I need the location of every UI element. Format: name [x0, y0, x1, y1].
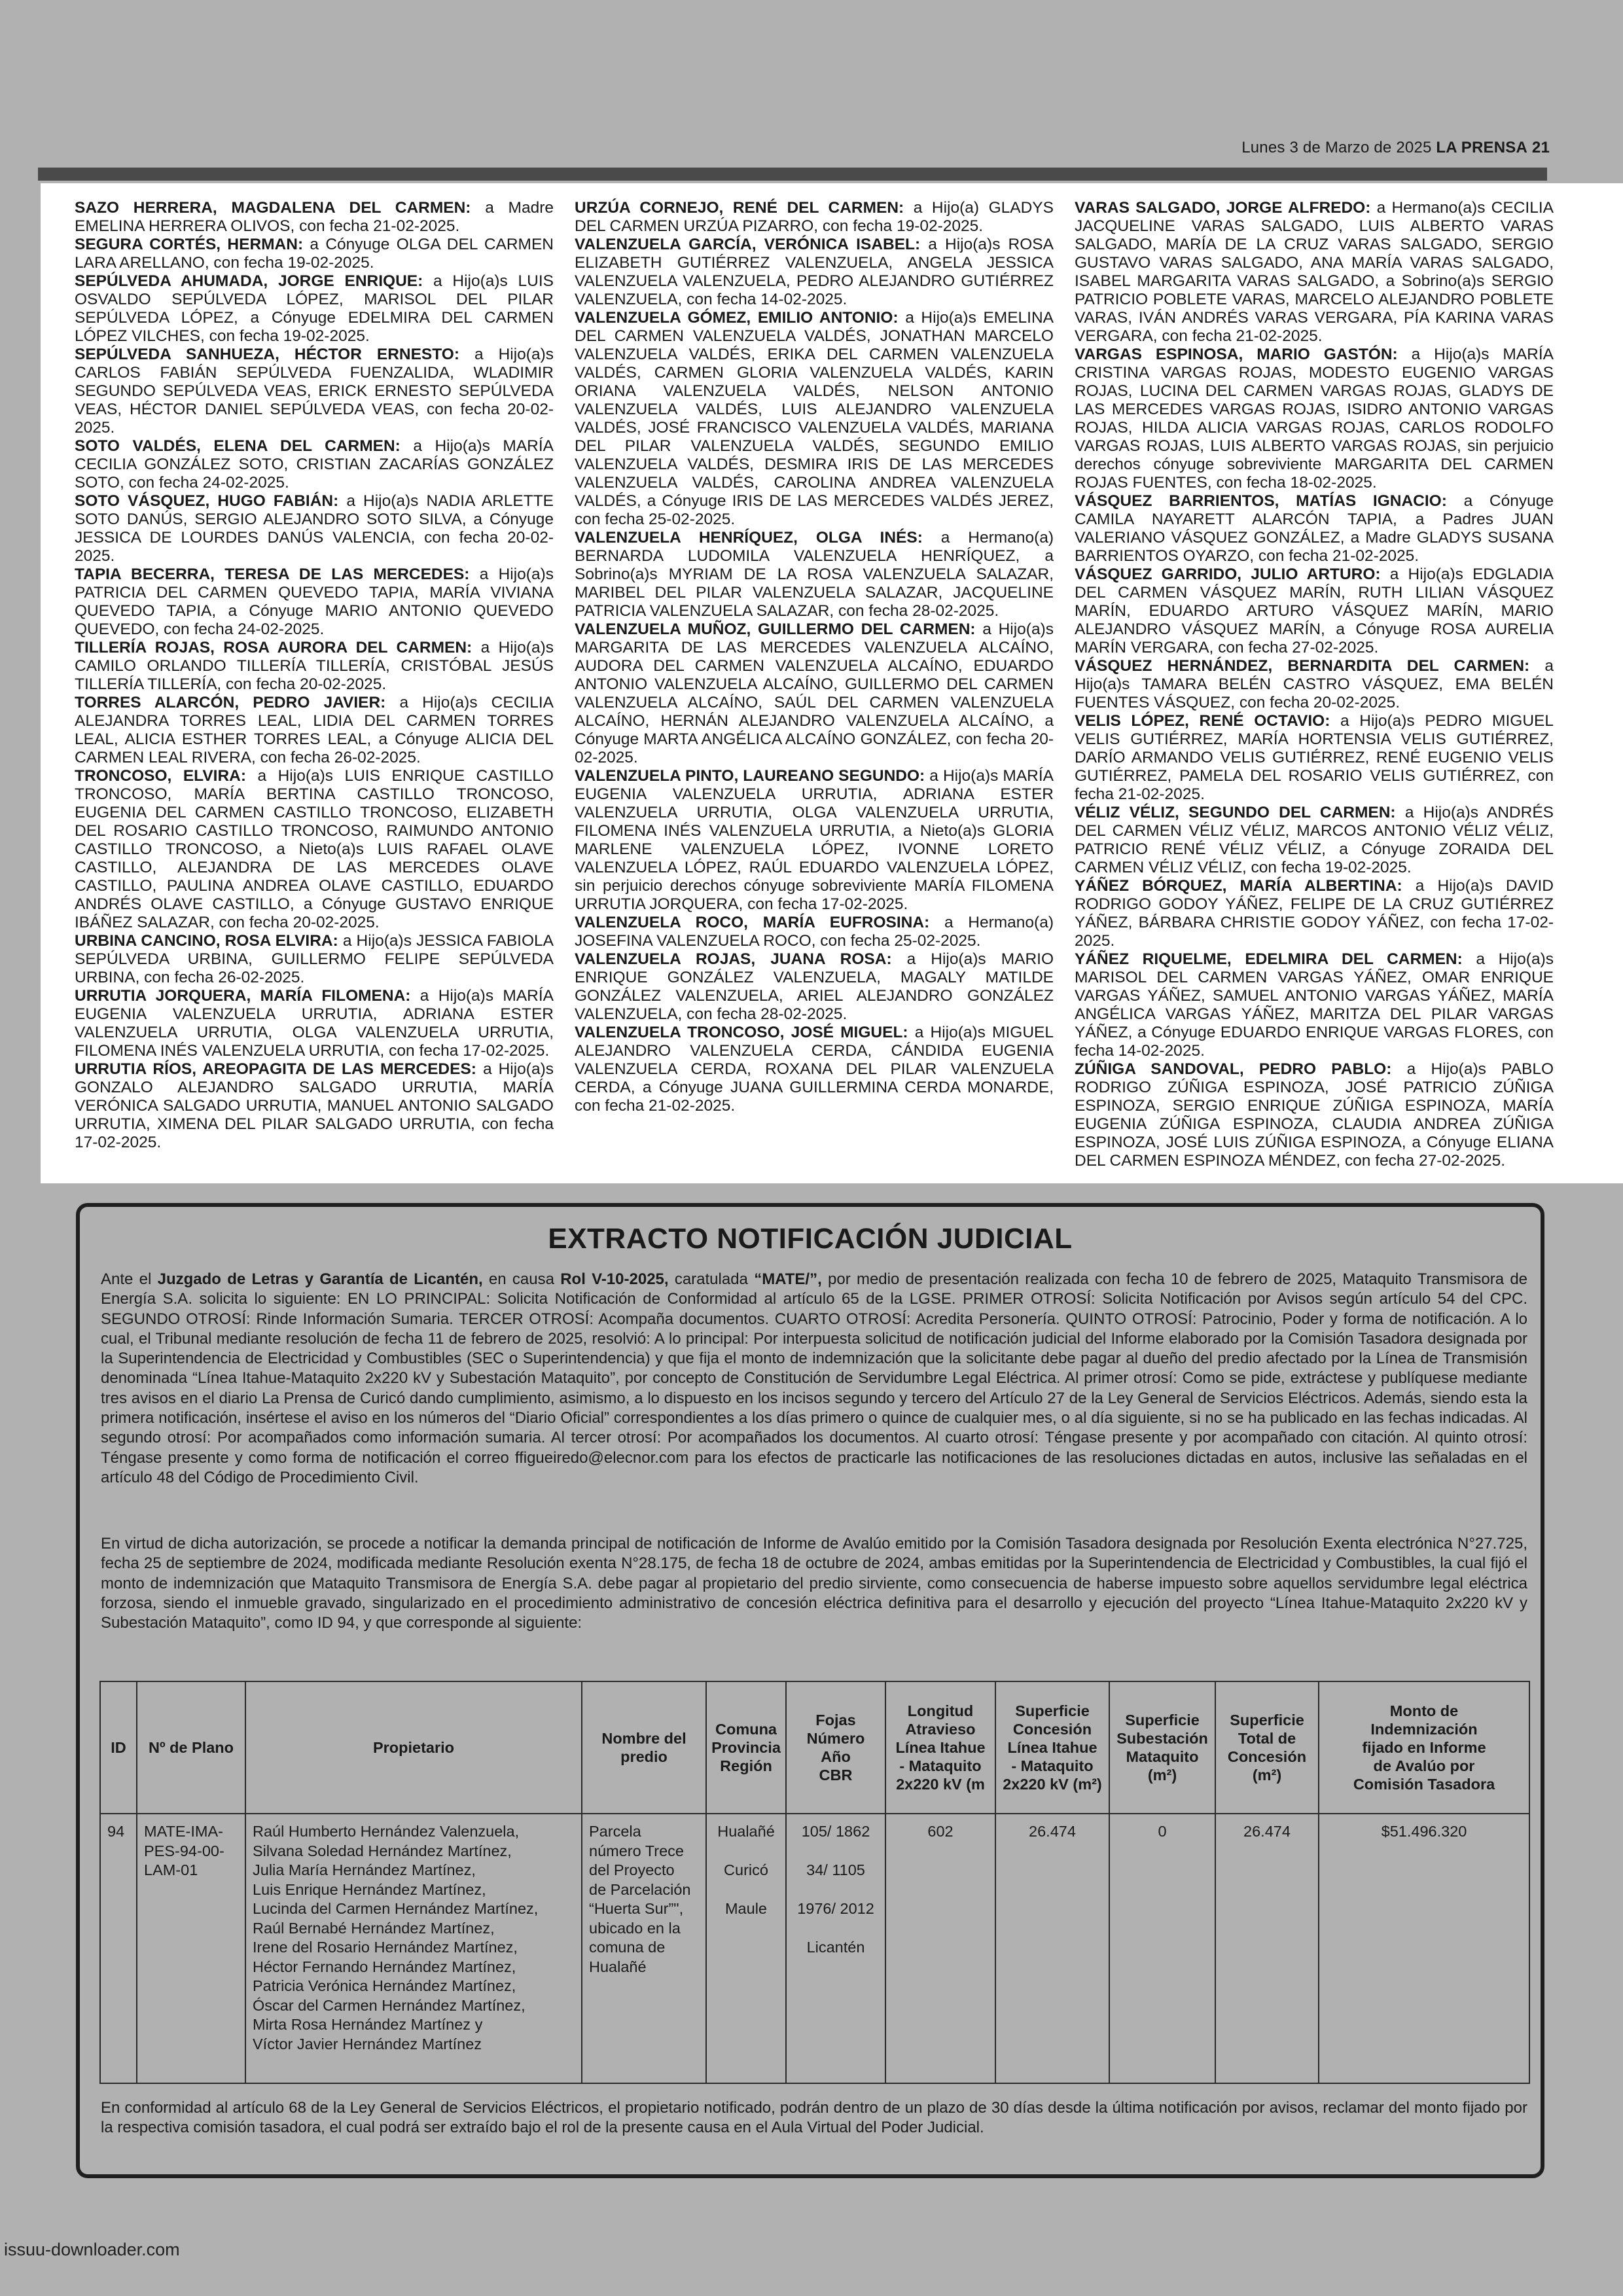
cell-line: Concesión — [1012, 1721, 1092, 1738]
notice-entry — [575, 1024, 1054, 1115]
deceased-name: VARAS SALGADO, JORGE ALFREDO: — [1075, 199, 1371, 217]
cell-line: 1976/ 2012 — [797, 1900, 874, 1917]
heirs-text: a Hijo(a)s MIGUEL ALEJANDRO VALENZUELA CERDA, CÁNDIDA EUGENIA VALENZUELA CERDA, ROXANA DEL PILAR VALENZUELA CERDA, a Cónyuge JUANA GUILLERMINA CERDA MONARDE, con fecha 21-02-2025. — [575, 1024, 1054, 1115]
cell-line: Luis Enrique Hernández Martínez, — [253, 1880, 486, 1898]
judicial-notice-box — [76, 1203, 1544, 2178]
deceased-name: SEGURA CORTÉS, HERMAN: — [75, 236, 304, 253]
heirs-text: a Hijo(a)s ROSA ELIZABETH GUTIÉRREZ VALENZUELA, ANGELA JESSICA VALENZUELA VALENZUELA, PEDRO ALEJANDRO GUTIÉRREZ VALENZUELA, con fecha 14-02-2025. — [575, 236, 1054, 308]
cell-line: (m²) — [1252, 1767, 1282, 1784]
notice-entry — [75, 1060, 554, 1152]
cell-longitud: 602 — [885, 1814, 995, 2083]
heirs-text: a Hijo(a)s ANDRÉS DEL CARMEN VÉLIZ VÉLIZ, MARCOS ANTONIO VÉLIZ VÉLIZ, PATRICIO RENÉ VÉLIZ VÉLIZ, a Cónyuge ZORAIDA DEL CARMEN VÉLIZ VÉLIZ, con fecha 19-02-2025. — [1075, 804, 1554, 876]
notice-entry — [75, 932, 554, 987]
heirs-text: a Hijo(a)s MARISOL DEL CARMEN VARGAS YÁÑEZ, OMAR ENRIQUE VARGAS YÁÑEZ, SAMUEL ANTONIO VARGAS YÁÑEZ, MARÍA ANGÉLICA VARGAS YÁÑEZ, MARITZA DEL PILAR VARGAS YÁÑEZ, a Cónyuge EDUARDO ENRIQUE VARGAS FLORES, con fecha 14-02-2025. — [1075, 950, 1554, 1060]
cell-plano — [137, 1814, 245, 2083]
notice-entry — [75, 272, 554, 346]
deceased-name: SAZO HERRERA, MAGDALENA DEL CARMEN: — [75, 199, 471, 217]
page-header — [1241, 139, 1550, 157]
deceased-name: VÉLIZ VÉLIZ, SEGUNDO DEL CARMEN: — [1075, 804, 1396, 821]
cell-line: MATE-IMA- — [144, 1823, 223, 1840]
cell-line: ubicado en la — [589, 1919, 681, 1937]
cell-line: Indemnización — [1370, 1721, 1478, 1738]
deceased-name: URBINA CANCINO, ROSA ELVIRA: — [75, 932, 338, 950]
heirs-text: a Hijo(a)s PABLO RODRIGO ZÚÑIGA ESPINOZA, JOSÉ PATRICIO ZÚÑIGA ESPINOZA, SERGIO ENRIQUE ZÚÑIGA ESPINOZA, MARÍA EUGENIA ZÚÑIGA ESPINOZA, CLAUDIA ANDREA ZÚÑIGA ESPINOZA, JOSÉ LUIS ZÚÑIGA ESPINOZA, a Cónyuge ELIANA DEL CARMEN ESPINOZA MÉNDEZ, con fecha 27-02-2025. — [1075, 1060, 1554, 1170]
heirs-text: a Madre EMELINA HERRERA OLIVOS, con fecha 21-02-2025. — [75, 199, 554, 235]
deceased-name: SEPÚLVEDA AHUMADA, JORGE ENRIQUE: — [75, 272, 423, 290]
deceased-name: URRUTIA RÍOS, AREOPAGITA DE LAS MERCEDES: — [75, 1060, 476, 1078]
deceased-name: YÁÑEZ RIQUELME, EDELMIRA DEL CARMEN: — [1075, 950, 1463, 968]
heirs-text: a Hijo(a)s PATRICIA DEL CARMEN QUEVEDO TAPIA, MARÍA VIVIANA QUEVEDO TAPIA, a Cónyuge MARIO ANTONIO QUEVEDO QUEVEDO, con fecha 24-02-2025. — [75, 565, 554, 638]
notice-entry — [75, 987, 554, 1060]
header-longitud — [885, 1681, 995, 1814]
header-date: Lunes 3 de Marzo de 2025 — [1241, 139, 1432, 156]
cell-propietarios — [245, 1814, 582, 2083]
page-number: 21 — [1531, 139, 1550, 156]
cell-line: Licantén — [806, 1939, 865, 1956]
cell-line: Lucinda del Carmen Hernández Martínez, — [253, 1900, 539, 1917]
heirs-text: a Cónyuge CAMILA NAYARETT ALARCÓN TAPIA, a Padres JUAN VALERIANO VÁSQUEZ GONZÁLEZ, a Madre GLADYS SUSANA BARRIENTOS OYARZO, con fecha 21-02-2025. — [1075, 492, 1554, 565]
cell-line: de Avalúo por — [1373, 1757, 1475, 1774]
cell-line: Subestación — [1116, 1730, 1208, 1747]
notice-entry — [575, 767, 1054, 914]
notice-entry — [1075, 199, 1554, 346]
cell-line: Maule — [724, 1900, 767, 1917]
heirs-text: a Hijo(a)s EMELINA DEL CARMEN VALENZUELA VALDÉS, JONATHAN MARCELO VALENZUELA VALDÉS, ERIKA DEL CARMEN VALENZUELA VALDÉS, CARMEN GLORIA VALENZUELA VALDÉS, KARIN ORIANA VALENZUELA VALDÉS, NELSON ANTONIO VALENZUELA VALDÉS, LUIS ALEJANDRO VALENZUELA VALDÉS, JOSÉ FRANCISCO VALENZUELA VALDÉS, MARIANA DEL PILAR VALENZUELA VALDÉS, SEGUNDO EMILIO VALENZUELA VALDÉS, DESMIRA IRIS DE LAS MERCEDES VALENZUELA VALDÉS, CAROLINA ANDREA VALENZUELA VALDÉS, a Cónyuge IRIS DE LAS MERCEDES VALDÉS JEREZ, con fecha 25-02-2025. — [575, 309, 1054, 528]
judicial-notice-title: EXTRACTO NOTIFICACIÓN JUDICIAL — [548, 1223, 1073, 1255]
heirs-text: a Hijo(a)s MARGARITA DE LAS MERCEDES VALENZUELA ALCAÍNO, AUDORA DEL CARMEN VALENZUELA ALCAÍNO, EDUARDO ANTONIO VALENZUELA ALCAÍNO, GUILLERMO DEL CARMEN VALENZUELA ALCAÍNO, SAÚL DEL CARMEN VALENZUELA ALCAÍNO, HERNÁN ALEJANDRO VALENZUELA ALCAÍNO, a Cónyuge MARTA ANGÉLICA ALCAÍNO GONZÁLEZ, con fecha 20-02-2025. — [575, 620, 1054, 766]
deceased-name: VALENZUELA GARCÍA, VERÓNICA ISABEL: — [575, 236, 921, 253]
cell-line: Superficie — [1015, 1702, 1090, 1719]
header-id: ID — [100, 1681, 137, 1814]
notice-entry — [75, 565, 554, 639]
notice-entry — [1075, 804, 1554, 877]
cell-line: Año — [821, 1748, 851, 1765]
cell-line: Fojas — [815, 1712, 856, 1729]
p1-case-caption: “MATE/”, — [754, 1270, 822, 1288]
cell-line: Comisión Tasadora — [1353, 1776, 1495, 1793]
deceased-name: URZÚA CORNEJO, RENÉ DEL CARMEN: — [575, 199, 904, 217]
deceased-name: YÁÑEZ BÓRQUEZ, MARÍA ALBERTINA: — [1075, 877, 1402, 895]
deceased-name: VELIS LÓPEZ, RENÉ OCTAVIO: — [1075, 712, 1330, 730]
cell-line: comuna de — [589, 1939, 666, 1956]
cell-line: predio — [620, 1748, 668, 1765]
heirs-text: a Hijo(a)s NADIA ARLETTE SOTO DANÚS, SERGIO ALEJANDRO SOTO SILVA, a Cónyuge JESSICA DE LOURDES DANÚS VALENCIA, con fecha 20-02-2025. — [75, 492, 554, 565]
notice-entry — [1075, 877, 1554, 950]
deceased-name: VÁSQUEZ GARRIDO, JULIO ARTURO: — [1075, 565, 1381, 583]
cell-line: PES-94-00- — [144, 1842, 224, 1859]
notice-entry — [1075, 492, 1554, 565]
cell-line: (m²) — [1147, 1767, 1177, 1784]
notice-entry — [75, 346, 554, 437]
publication-name: LA PRENSA — [1436, 139, 1528, 156]
notice-entry — [1075, 565, 1554, 657]
notice-entry — [575, 620, 1054, 767]
cell-line: Línea Itahue — [895, 1739, 986, 1756]
deceased-name: SOTO VALDÉS, ELENA DEL CARMEN: — [75, 437, 401, 455]
deceased-name: VALENZUELA ROCO, MARÍA EUFROSINA: — [575, 914, 930, 931]
cell-line: Irene del Rosario Hernández Martínez, — [253, 1939, 518, 1956]
heirs-text: a Hijo(a)s TAMARA BELÉN CASTRO VÁSQUEZ, EMA BELÉN FUENTES VÁSQUEZ, con fecha 20-02-2025. — [1075, 657, 1554, 711]
heirs-text: a Hijo(a)s LUIS ENRIQUE CASTILLO TRONCOSO, MARÍA BERTINA CASTILLO TRONCOSO, EUGENIA DEL CARMEN CASTILLO TRONCOSO, ELIZABETH DEL ROSARIO CASTILLO TRONCOSO, RAIMUNDO ANTONIO CASTILLO TRONCOSO, a Nieto(a)s LUIS RAFAEL OLAVE CASTILLO, ALEJANDRA DE LAS MERCEDES OLAVE CASTILLO, PAULINA ANDREA OLAVE CASTILLO, EDUARDO ANDRÉS OLAVE CASTILLO, a Cónyuge GUSTAVO ENRIQUE IBÁÑEZ SALAZAR, con fecha 20-02-2025. — [75, 767, 554, 931]
cell-line: Julia María Hernández Martínez, — [253, 1861, 476, 1878]
cell-superficie-total: 26.474 — [1215, 1814, 1319, 2083]
header-rule — [38, 168, 1547, 181]
judicial-paragraph-1 — [101, 1270, 1527, 1488]
watermark-text: issuu-downloader.com — [4, 2240, 180, 2259]
notice-entry — [575, 236, 1054, 309]
heirs-text: a Cónyuge OLGA DEL CARMEN LARA ARELLANO, con fecha 19-02-2025. — [75, 236, 554, 272]
cell-line: 2x220 kV (m²) — [1003, 1776, 1102, 1793]
notice-entry — [575, 529, 1054, 620]
cell-line: Raúl Bernabé Hernández Martínez, — [253, 1919, 495, 1937]
notice-entry — [1075, 950, 1554, 1060]
p1-text-2: en causa — [482, 1270, 561, 1288]
deceased-name: VALENZUELA ROJAS, JUANA ROSA: — [575, 950, 892, 968]
notice-entry — [75, 236, 554, 272]
cell-line: Atravieso — [905, 1721, 976, 1738]
cell-line: Raúl Humberto Hernández Valenzuela, — [253, 1823, 520, 1840]
header-monto — [1319, 1681, 1529, 1814]
deceased-name: VÁSQUEZ HERNÁNDEZ, BERNARDITA DEL CARMEN: — [1075, 657, 1530, 675]
heirs-text: a Hijo(a)s CECILIA ALEJANDRA TORRES LEAL, LIDIA DEL CARMEN TORRES LEAL, ALICIA ESTHER TORRES LEAL, a Cónyuge ALICIA DEL CARMEN LEAL RIVERA, con fecha 26-02-2025. — [75, 694, 554, 766]
header-comuna — [706, 1681, 786, 1814]
notice-entry — [1075, 712, 1554, 804]
deceased-name: SOTO VÁSQUEZ, HUGO FABIÁN: — [75, 492, 339, 510]
notice-entry — [575, 199, 1054, 236]
p1-text-1: Ante el — [101, 1270, 158, 1288]
heirs-text: a Hijo(a)s MARIO ENRIQUE GONZÁLEZ VALENZUELA, MAGALY MATILDE GONZÁLEZ VALENZUELA, ARIEL ALEJANDRO GONZÁLEZ VALENZUELA, con fecha 28-02-2025. — [575, 950, 1054, 1023]
notice-column-1 — [75, 199, 554, 1152]
deceased-name: SEPÚLVEDA SANHUEZA, HÉCTOR ERNESTO: — [75, 346, 460, 363]
heirs-text: a Hijo(a)s MARÍA CRISTINA VARGAS ROJAS, MODESTO EUGENIO VARGAS ROJAS, LUCINA DEL CARMEN VARGAS ROJAS, GLADYS DE LAS MERCEDES VARGAS ROJAS, ISIDRO ANTONIO VARGAS ROJAS, HILDA ALICIA VARGAS ROJAS, CARLOS RODOLFO VARGAS ROJAS, LUIS ALBERTO VARGAS ROJAS, sin perjuicio derechos cónyuge sobreviviente MARGARITA DEL CARMEN ROJAS FUENTES, con fecha 18-02-2025. — [1075, 346, 1554, 492]
cell-line: Longitud — [907, 1702, 974, 1719]
header-plano: Nº de Plano — [137, 1681, 245, 1814]
deceased-name: VALENZUELA PINTO, LAUREANO SEGUNDO: — [575, 767, 925, 785]
notice-entry — [575, 950, 1054, 1024]
notice-entry — [75, 437, 554, 492]
cell-line: Mataquito — [1126, 1748, 1199, 1765]
deceased-name: URRUTIA JORQUERA, MARÍA FILOMENA: — [75, 987, 411, 1005]
deceased-name: VARGAS ESPINOSA, MARIO GASTÓN: — [1075, 346, 1398, 363]
heirs-text: a Hijo(a)s LUIS OSVALDO SEPÚLVEDA LÓPEZ, MARISOL DEL PILAR SEPÚLVEDA LÓPEZ, a Cónyuge EDELMIRA DEL CARMEN LÓPEZ VILCHES, con fecha 19-02-2025. — [75, 272, 554, 345]
deceased-name: TRONCOSO, ELVIRA: — [75, 767, 247, 785]
cell-line: Silvana Soledad Hernández Martínez, — [253, 1842, 512, 1859]
cell-line: Provincia — [711, 1739, 781, 1756]
cell-line: 34/ 1105 — [806, 1861, 865, 1878]
deceased-name: VALENZUELA TRONCOSO, JOSÉ MIGUEL: — [575, 1024, 908, 1041]
cell-line: Víctor Javier Hernández Martínez — [253, 2035, 482, 2053]
heirs-text: a Hijo(a) GLADYS DEL CARMEN URZÚA PIZARRO, con fecha 19-02-2025. — [575, 199, 1054, 235]
notice-column-2 — [575, 199, 1054, 1115]
heirs-text: a Hijo(a)s JESSICA FABIOLA SEPÚLVEDA URBINA, GUILLERMO FELIPE SEPÚLVEDA URBINA, con fecha 26-02-2025. — [75, 932, 554, 986]
heirs-text: a Hijo(a)s DAVID RODRIGO GODOY YÁÑEZ, FELIPE DE LA CRUZ GUTIÉRREZ YÁÑEZ, BÁRBARA CHRISTIE GODOY YÁÑEZ, con fecha 17-02-2025. — [1075, 877, 1554, 950]
heirs-text: a Hijo(a)s CAMILO ORLANDO TILLERÍA TILLERÍA, CRISTÓBAL JESÚS TILLERÍA TILLERÍA, con fecha 20-02-2025. — [75, 639, 554, 693]
notice-entry — [1075, 1060, 1554, 1170]
notice-column-3 — [1075, 199, 1554, 1170]
cell-line: Concesión — [1227, 1748, 1307, 1765]
heirs-text: a Hermano(a) JOSEFINA VALENZUELA ROCO, con fecha 25-02-2025. — [575, 914, 1054, 950]
cell-line: Monto de — [1389, 1702, 1459, 1719]
header-superficie-linea — [995, 1681, 1109, 1814]
deceased-name: ZÚÑIGA SANDOVAL, PEDRO PABLO: — [1075, 1060, 1392, 1078]
cell-line: Hualañé — [717, 1823, 775, 1840]
deceased-name: TORRES ALARCÓN, PEDRO JAVIER: — [75, 694, 386, 711]
notice-entry — [1075, 346, 1554, 492]
cell-superficie-subestacion: 0 — [1109, 1814, 1215, 2083]
cell-line: Hualañé — [589, 1958, 647, 1975]
deceased-name: VALENZUELA GÓMEZ, EMILIO ANTONIO: — [575, 309, 899, 327]
cell-line: del Proyecto — [589, 1861, 675, 1878]
cell-line: - Mataquito — [1011, 1757, 1094, 1774]
heirs-text: a Hijo(a)s MARÍA EUGENIA VALENZUELA URRUTIA, ADRIANA ESTER VALENZUELA URRUTIA, OLGA VALENZUELA URRUTIA, FILOMENA INÉS VALENZUELA URRUTIA, a Nieto(a)s GLORIA MARLENE VALENZUELA LÓPEZ, IVONNE LORETO VALENZUELA LÓPEZ, RAÚL EDUARDO VALENZUELA LÓPEZ, sin perjuicio derechos cónyuge sobreviviente MARÍA FILOMENA URRUTIA JORQUERA, con fecha 17-02-2025. — [575, 767, 1054, 913]
heirs-text: a Hijo(a)s CARLOS FABIÁN SEPÚLVEDA FUENZALIDA, WLADIMIR SEGUNDO SEPÚLVEDA VEAS, ERICK ERNESTO SEPÚLVEDA VEAS, HÉCTOR DANIEL SEPÚLVEDA VEAS, con fecha 20-02-2025. — [75, 346, 554, 437]
heirs-text: a Hijo(a)s EDGLADIA DEL CARMEN VÁSQUEZ MARÍN, RUTH LILIAN VÁSQUEZ MARÍN, EDUARDO ARTURO VÁSQUEZ MARÍN, MARIO ALEJANDRO VÁSQUEZ MARÍN, a Cónyuge ROSA AURELIA MARÍN VERGARA, con fecha 27-02-2025. — [1075, 565, 1554, 656]
header-superficie-subestacion — [1109, 1681, 1215, 1814]
notice-entry — [75, 694, 554, 767]
cell-line: fijado en Informe — [1362, 1739, 1486, 1756]
header-superficie-total — [1215, 1681, 1319, 1814]
deceased-name: VÁSQUEZ BARRIENTOS, MATÍAS IGNACIO: — [1075, 492, 1447, 510]
p1-text-4: por medio de presentación realizada con fecha 10 de febrero de 2025, Mataquito Transmisora de Energía S.A. solicita lo siguiente: EN LO PRINCIPAL: Solicita Notificación de Conformidad al artículo 65 de la LGSE. PRIMER OTROSÍ: Solicita Notificación por Avisos según artículo 54 del CPC. SEGUNDO OTROSÍ: Rinde Información Sumaria. TERCER OTROSÍ: Acompaña documentos. CUARTO OTROSÍ: Acredita Personería. QUINTO OTROSÍ: Patrocinio, Poder y forma de notificación. A lo cual, el Tribunal mediante resolución de fecha 11 de febrero de 2025, resolvió: A lo principal: Por interpuesta solicitud de notificación judicial del Informe elaborado por la Comisión Tasadora designada por la Superintendencia de Electricidad y Combustibles (SEC o Superintendencia) y que fija el monto de indemnización que la solicitante debe pagar al dueño del predio afectado por la Línea de Transmisión denominada “Línea Itahue-Mataquito 2x220 kV y Subestación Mataquito”, por concepto de Constitución de Servidumbre Legal Eléctrica. Al primer otrosí: Como se pide, extráctese y publíquese mediante tres avisos en el diario La Prensa de Curicó dando cumplimiento, asimismo, a lo dispuesto en los incisos segundo y tercero del Artículo 27 de la Ley General de Servicios Eléctricos. Además, siendo esta la primera notificación, insértese el aviso en los números del “Diario Oficial” correspondientes a los días primero o quince de cualquier mes, o al día siguiente, si no se ha publicado en las fechas indicadas. Al segundo otrosí: Por acompañados como información sumaria. Al tercer otrosí: Por acompañados los documentos. Al cuarto otrosí: Téngase presente y por acompañado con citación. Al quinto otrosí: Téngase presente y como forma de notificación el correo ffigueiredo@elecnor.com para los efectos de practicarle las notificaciones de las resoluciones dictadas en autos, inclusive las señaladas en el artículo 48 del Código de Procedimiento Civil. — [101, 1270, 1528, 1486]
cell-line: Total de — [1238, 1730, 1296, 1747]
cell-line: Nombre del — [601, 1730, 687, 1747]
table-row — [100, 1814, 1529, 2083]
deceased-name: TAPIA BECERRA, TERESA DE LAS MERCEDES: — [75, 565, 470, 583]
cell-line: Curicó — [724, 1861, 768, 1878]
notice-entry — [75, 492, 554, 565]
notice-entry — [575, 914, 1054, 950]
heirs-text: a Hermano(a) BERNARDA LUDOMILA VALENZUELA HENRÍQUEZ, a Sobrino(a)s MYRIAM DE LA ROSA VALENZUELA SALAZAR, MARIBEL DEL PILAR VALENZUELA SALAZAR, JACQUELINE PATRICIA VALENZUELA SALAZAR, con fecha 28-02-2025. — [575, 529, 1054, 620]
deceased-name: VALENZUELA HENRÍQUEZ, OLGA INÉS: — [575, 529, 923, 547]
cell-line: de Parcelación — [589, 1880, 691, 1898]
cell-line: Mirta Rosa Hernández Martínez y — [253, 2016, 483, 2033]
cell-line: - Mataquito — [899, 1757, 982, 1774]
cell-line: número Trece — [589, 1842, 684, 1859]
deceased-name: TILLERÍA ROJAS, ROSA AURORA DEL CARMEN: — [75, 639, 473, 656]
cell-comuna — [706, 1814, 786, 2083]
cell-line: Héctor Fernando Hernández Martínez, — [253, 1958, 516, 1975]
deceased-name: VALENZUELA MUÑOZ, GUILLERMO DEL CARMEN: — [575, 620, 976, 638]
heirs-text: a Hermano(a)s CECILIA JACQUELINE VARAS SALGADO, LUIS ALBERTO VARAS SALGADO, MARÍA DE LA CRUZ VARAS SALGADO, SERGIO GUSTAVO VARAS SALGADO, ANA MARÍA VARAS SALGADO, ISABEL MARGARITA VARAS SALGADO, a Sobrino(a)s SERGIO PATRICIO POBLETE VARAS, MARCELO ALEJANDRO POBLETE VARAS, IVÁN ANDRÉS VARAS VERGARA, PÍA KARINA VARAS VERGARA, con fecha 21-02-2025. — [1075, 199, 1554, 345]
cell-line: Patricia Verónica Hernández Martínez, — [253, 1977, 516, 1994]
cell-line: 2x220 kV (m — [896, 1776, 985, 1793]
heirs-text: a Hijo(a)s MARÍA CECILIA GONZÁLEZ SOTO, CRISTIAN ZACARÍAS GONZÁLEZ SOTO, con fecha 24-02-2025. — [75, 437, 554, 492]
heirs-text: a Hijo(a)s GONZALO ALEJANDRO SALGADO URRUTIA, MARÍA VERÓNICA SALGADO URRUTIA, MANUEL ANTONIO SALGADO URRUTIA, XIMENA DEL PILAR SALGADO URRUTIA, con fecha 17-02-2025. — [75, 1060, 554, 1151]
cell-superficie-linea: 26.474 — [995, 1814, 1109, 2083]
cell-line: Superficie — [1125, 1712, 1200, 1729]
cell-line: 105/ 1862 — [801, 1823, 870, 1840]
cell-line: LAM-01 — [144, 1861, 198, 1878]
p1-text-3: caratulada — [668, 1270, 755, 1288]
heirs-text: a Hijo(a)s MARÍA EUGENIA VALENZUELA URRUTIA, ADRIANA ESTER VALENZUELA URRUTIA, OLGA VALENZUELA URRUTIA, FILOMENA INÉS VALENZUELA URRUTIA, con fecha 17-02-2025. — [75, 987, 554, 1060]
header-propietario: Propietario — [245, 1681, 582, 1814]
cell-fojas — [786, 1814, 885, 2083]
notice-entry — [75, 199, 554, 236]
cell-line: Superficie — [1230, 1712, 1304, 1729]
notice-entry — [75, 767, 554, 932]
p1-court-name: Juzgado de Letras y Garantía de Licantén, — [157, 1270, 483, 1288]
cell-line: Región — [720, 1757, 772, 1774]
posesion-efectiva-notices — [41, 183, 1623, 1183]
cell-line: Comuna — [715, 1721, 777, 1738]
p1-case-rol: Rol V-10-2025, — [560, 1270, 669, 1288]
notice-entry — [1075, 657, 1554, 712]
cell-line: Línea Itahue — [1007, 1739, 1097, 1756]
cell-line: Parcela — [589, 1823, 641, 1840]
cell-monto: $51.496.320 — [1319, 1814, 1529, 2083]
appraisal-table — [99, 1681, 1530, 2084]
notice-entry — [575, 309, 1054, 529]
cell-line: Óscar del Carmen Hernández Martínez, — [253, 1996, 526, 2014]
table-header-row — [100, 1681, 1529, 1814]
header-fojas — [786, 1681, 885, 1814]
judicial-paragraph-3: En conformidad al artículo 68 de la Ley General de Servicios Eléctricos, el propietario notificado, podrán dentro de un plazo de 30 días desde la última notificación por avisos, reclamar del monto fijado por la respectiva comisión tasadora, el cual podrá ser extraído bajo el rol de la presente causa en el Aula Virtual del Poder Judicial. — [101, 2099, 1527, 2137]
cell-line: “Huerta Sur”", — [589, 1900, 684, 1917]
heirs-text: a Hijo(a)s PEDRO MIGUEL VELIS GUTIÉRREZ, MARÍA HORTENSIA VELIS GUTIÉRREZ, DARÍO ARMANDO VELIS GUTIÉRREZ, RENÉ EUGENIO VELIS GUTIÉRREZ, PAMELA DEL ROSARIO VELIS GUTIÉRREZ, con fecha 21-02-2025. — [1075, 712, 1554, 803]
notice-entry — [75, 639, 554, 694]
cell-line: Número — [806, 1730, 865, 1747]
cell-id: 94 — [100, 1814, 137, 2083]
cell-predio — [582, 1814, 706, 2083]
cell-line: CBR — [819, 1767, 853, 1784]
judicial-paragraph-2: En virtud de dicha autorización, se procede a notificar la demanda principal de notificación de Informe de Avalúo emitido por la Comisión Tasadora designada por Resolución Exenta electrónica N°27.725, fecha 25 de septiembre de 2024, modificada mediante Resolución exenta N°28.175, de fecha 18 de octubre de 2024, ambas emitidas por la Superintendencia de Electricidad y Combustibles, la cual fijó el monto de indemnización que Mataquito Transmisora de Energía S.A. debe pagar al propietario del predio sirviente, como consecuencia de haberse impuesto sobre aquellos servidumbre legal eléctrica forzosa, siendo el inmueble gravado, singularizado en el procedimiento administrativo de concesión eléctrica definitiva para el desarrollo y ejecución del proyecto “Línea Itahue-Mataquito 2x220 kV y Subestación Mataquito”, como ID 94, y que corresponde al siguiente: — [101, 1535, 1527, 1632]
header-predio — [582, 1681, 706, 1814]
